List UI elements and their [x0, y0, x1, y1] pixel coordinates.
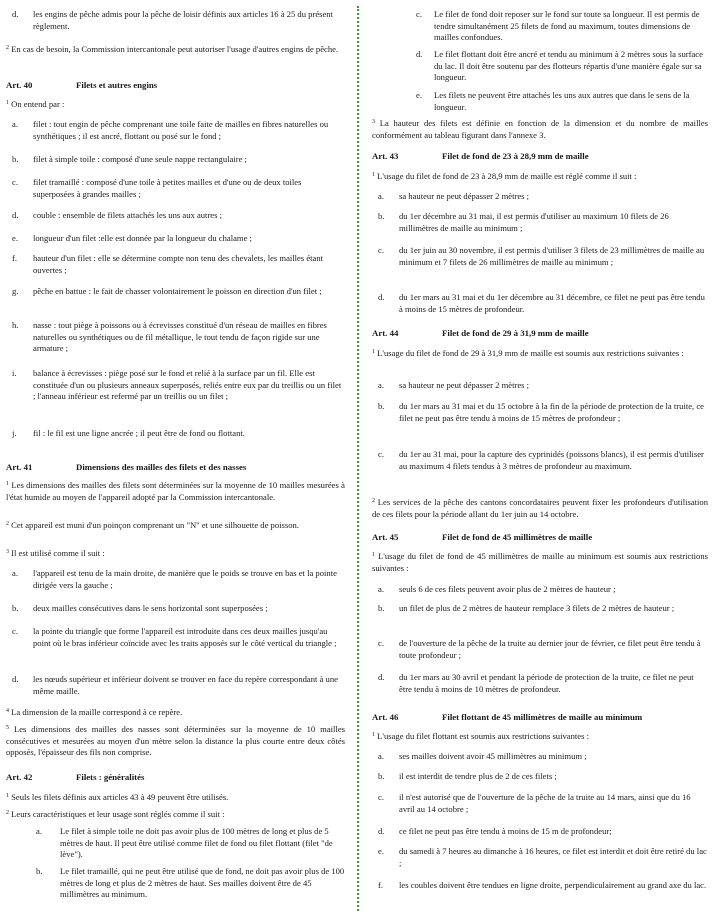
paragraph: $^3$ Il est utilisé comme il suit :: [6, 548, 105, 558]
article-heading-40: Art. 40 Filets et autres engins: [6, 80, 158, 90]
paragraph: $^2$ Leurs caractéristiques et leur usage sont réglés comme il suit :: [6, 809, 225, 819]
paragraph: $^2$ En cas de besoin, la Commission intercantonale peut autoriser l'usage d'autres engins de pêche.: [6, 44, 339, 54]
list-item: c. du 1er juin au 30 novembre, il est permis d'utiliser 3 filets de 23 millimètres de maille au minimum et 7 filets de 26 millimètres de maille au minimum ;: [378, 245, 705, 267]
list-item: d. couble : ensemble de filets attachés les uns aux autres ;: [12, 210, 222, 220]
list-item: b. du 1er décembre au 31 mai, il est permis d'utiliser au maximum 10 filets de 26 millimètres de maille au minimum ;: [378, 211, 669, 233]
list-item: e. longueur d'un filet :elle est donnée par la longueur du chalame ;: [12, 233, 252, 243]
paragraph: $^2$ Les services de la pêche des cantons concordataires peuvent fixer les profondeurs d'utilisation de ces filets pour la période allant du 1er juin au 14 octobre.: [372, 497, 708, 519]
list-item: b. filet à simple toile : composé d'une seule nappe rectangulaire ;: [12, 154, 247, 164]
paragraph: $^5$ Les dimensions des mailles des nasses sont déterminées sur la moyenne de 10 mailles consécutives et mesurées au moyen d'un mètre selon la distance la plus courte entre deux côtés opposés, l'épaisseur des fils non comprise.: [6, 724, 345, 758]
list-item: b. il est interdit de tendre plus de 2 de ces filets ;: [378, 771, 557, 781]
paragraph: $^1$ On entend par :: [6, 99, 65, 109]
list-item: d. les engins de pêche admis pour la pêche de loisir définis aux articles 16 à 25 du présent règlement.: [12, 9, 333, 31]
paragraph: $^3$ La hauteur des filets est définie en fonction de la dimension et du nombre de mailles conformément au tableau figurant dans l'annexe 3.: [372, 118, 709, 140]
list-item: i. balance à écrevisses : piège posé sur le fond et relié à la surface par un fil. Elle est constituée d'un ou plusieurs anneaux superposés, reliés entre eux par du treillis ou un filet ; l'anneau inférieur est refermé par un treillis ou un filet ;: [12, 368, 342, 402]
paragraph: $^1$ L'usage du filet de fond de 29 à 31,9 mm de maille est soumis aux restrictions suivantes :: [372, 348, 684, 358]
paragraph: $^1$ L'usage du filet flottant est soumis aux restrictions suivantes :: [372, 731, 589, 741]
article-heading-45: Art. 45 Filet de fond de 45 millimètres de maille: [372, 532, 593, 542]
list-item: d. du 1er mars au 31 mai et du 1er décembre au 31 décembre, ce filet ne peut pas être tendu à moins de 15 mètres de profondeur.: [378, 292, 705, 314]
paragraph: $^4$ La dimension de la maille correspond à ce repère.: [6, 707, 183, 717]
list-item: f. les coubles doivent être tendues en ligne droite, perpendiculairement au grand axe du lac.: [378, 880, 707, 890]
list-item: a. l'appareil est tenu de la main droite, de manière que le poids se trouve en bas et la pointe dirigée vers la gauche ;: [12, 568, 337, 590]
list-item: b. un filet de plus de 2 mètres de hauteur remplace 3 filets de 2 mètres de hauteur ;: [378, 603, 675, 613]
list-item: a. sa hauteur ne peut dépasser 2 mètres ;: [378, 191, 530, 201]
paragraph: $^1$ Les dimensions des mailles des filets sont déterminées sur la moyenne de 10 mailles mesurées à l'état humide au moyen de l'appareil adopté par la Commission intercantonale.: [6, 480, 345, 502]
list-item: c. Le filet de fond doit reposer sur le fond sur toute sa longueur. Il est permis de tendre simultanément 25 filets de fond au maximum, toutes dimensions de mailles confondues.: [416, 9, 700, 43]
list-item: b. du 1er mars au 31 mai et du 15 octobre à la fin de la période de protection de la truite, ce filet ne peut pas être tendu à moins de 15 mètres de profondeur ;: [378, 401, 704, 423]
list-item: d. Le filet flottant doit être ancré et tendu au minimum à 2 mètres sous la surface du lac. Il doit être soutenu par des flotteurs répartis d'une manière égale sur sa longueur.: [416, 49, 703, 83]
list-item: d. du 1er mars au 30 avril et pendant la période de protection de la truite, ce filet ne peut être tendu à moins de 10 mètres de profondeur.: [378, 672, 694, 694]
paragraph: $^2$ Cet appareil est muni d'un poinçon comprenant un "N" et une silhouette de poisson.: [6, 520, 299, 530]
article-heading-42: Art. 42 Filets : généralités: [6, 772, 145, 782]
column-divider: [357, 6, 359, 911]
list-item: e. du samedi à 7 heures au dimanche à 16 heures, ce filet est interdit et doit être retiré du lac ;: [378, 846, 707, 868]
article-heading-46: Art. 46 Filet flottant de 45 millimètres de maille au minimum: [372, 712, 643, 722]
list-item: a. seuls 6 de ces filets peuvent avoir plus de 2 mètres de hauteur ;: [378, 584, 616, 594]
list-item: g. pêche en battue : le fait de chasser volontairement le poisson en direction d'un filet ;: [12, 286, 322, 296]
list-item: b. deux mailles consécutives dans le sens horizontal sont superposées ;: [12, 603, 268, 613]
list-item: c. la pointe du triangle que forme l'appareil est introduite dans ces deux mailles jusqu'au point où le bras inférieur coïncide avec les traits apposés sur le côté vertical du triangle ;: [12, 626, 337, 648]
list-item: h. nasse : tout piège à poissons ou à écrevisses constitué d'un réseau de mailles en fibres naturelles ou synthétiques ou de fil métallique, le tout tendu de façon rigide sur une armature ;: [12, 320, 327, 354]
list-item: a. sa hauteur ne peut dépasser 2 mètres ;: [378, 380, 530, 390]
list-item: d. ce filet ne peut pas être tendu à moins de 15 m de profondeur;: [378, 826, 612, 836]
article-heading-44: Art. 44 Filet de fond de 29 à 31,9 mm de maille: [372, 328, 589, 338]
list-item: a. Le filet à simple toile ne doit pas avoir plus de 100 mètres de long et plus de 5 mètres de haut. Il peut être utilisé comme filet de fond ou filet flottant (filet "de lève").: [36, 826, 333, 860]
list-item: a. ses mailles doivent avoir 45 millimètres au minimum ;: [378, 751, 587, 761]
article-heading-41: Art. 41 Dimensions des mailles des filets et des nasses: [6, 462, 247, 472]
paragraph: $^1$ Seuls les filets définis aux articles 43 à 49 peuvent être utilisés.: [6, 792, 229, 802]
list-item: b. Le filet tramaillé, qui ne peut être utilisé que de fond, ne doit pas avoir plus de 100 mètres de long et plus de 2 mètres de haut. Ses mailles doivent être de 45 millimètres au minimum.: [36, 866, 345, 900]
paragraph: $^1$ L'usage du filet de fond de 23 à 28,9 mm de maille est réglé comme il suit :: [372, 171, 637, 181]
list-item: f. hauteur d'un filet : elle se détermine compte non tenu des chevalets, les mailles étant ouvertes ;: [12, 253, 324, 275]
list-item: c. de l'ouverture de la pêche de la truite au dernier jour de février, ce filet peut être tendu à toute profondeur ;: [378, 638, 701, 660]
list-item: d. les nœuds supérieur et inférieur doivent se trouver en face du repère correspondant à une même maille.: [12, 674, 338, 696]
list-item: a. filet : tout engin de pêche comprenant une toile faite de mailles en fibres naturelles ou synthétiques ; il est ancré, flottant ou posé sur le fond ;: [12, 119, 329, 141]
list-item: c. il n'est autorisé que de l'ouverture de la pêche de la truite au 14 mars, ainsi que du 16 avril au 14 octobre ;: [378, 792, 691, 814]
list-item: e. Les filets ne peuvent être attachés les uns aux autres que dans le sens de la longueur.: [416, 90, 690, 112]
paragraph: $^1$ L'usage du filet de fond de 45 millimètres de maille au minimum est soumis aux restrictions suivantes :: [372, 551, 708, 573]
list-item: c. du 1er au 31 mai, pour la capture des cyprinidés (poissons blancs), il est permis d'utiliser au maximum 4 filets tendus à 3 mètres de profondeur au maximum.: [378, 449, 704, 471]
list-item: j. fil : le fil est une ligne ancrée ; il peut être de fond ou flottant.: [12, 428, 245, 438]
list-item: c. filet tramaillé : composé d'une toile à petites mailles et d'une ou de deux toiles superposées à grandes mailles ;: [12, 177, 302, 199]
article-heading-43: Art. 43 Filet de fond de 23 à 28,9 mm de maille: [372, 151, 589, 161]
